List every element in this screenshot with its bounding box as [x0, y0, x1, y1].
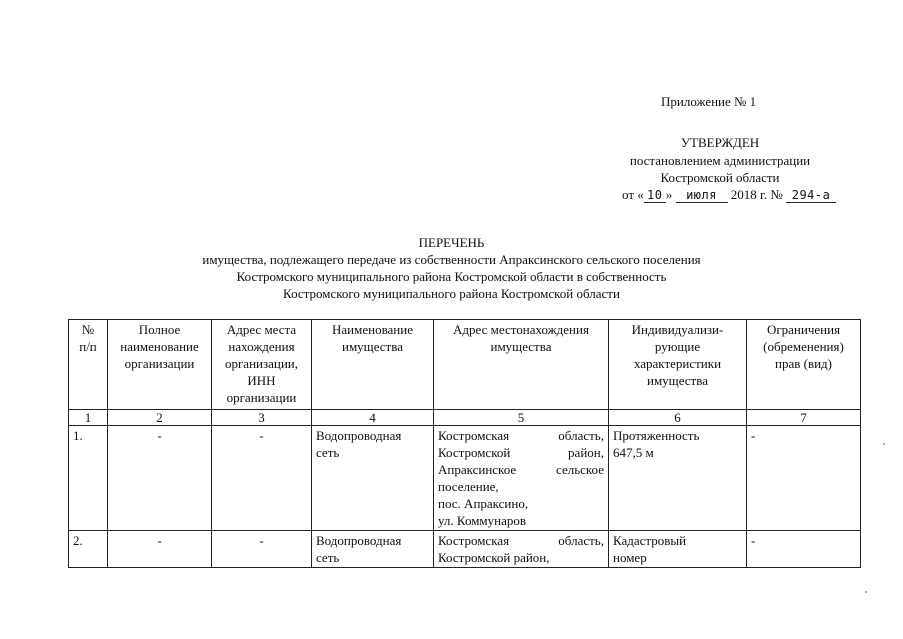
column-number: 5: [434, 410, 609, 426]
list-title-line-3: Костромского муниципального района Костромской области: [283, 286, 620, 301]
approval-month: июля: [676, 189, 728, 203]
header-characteristics: Индивидуализи- рующие характеристики имущества: [609, 320, 747, 410]
row-number: 1.: [69, 426, 108, 531]
column-number: 6: [609, 410, 747, 426]
header-org-name: Полное наименование организации: [108, 320, 212, 410]
row-characteristics: Кадастровый номер: [609, 531, 747, 568]
scan-speck: [883, 443, 885, 445]
approval-year: 2018 г. №: [730, 187, 783, 202]
table-row: [69, 426, 861, 531]
column-number: 7: [747, 410, 861, 426]
approval-number: 294-а: [786, 189, 836, 203]
header-org-address: Адрес места нахождения организации, ИНН организации: [212, 320, 312, 410]
header-property-name: Наименование имущества: [312, 320, 434, 410]
approval-line-1: постановлением администрации: [629, 153, 811, 168]
column-number-row: [69, 410, 861, 426]
row-property-name: Водопроводная сеть: [312, 531, 434, 568]
row-org-name: -: [108, 426, 212, 531]
column-number: 4: [312, 410, 434, 426]
row-org-address: -: [212, 531, 312, 568]
approval-date-line: [622, 187, 836, 203]
date-prefix: от «: [622, 187, 644, 202]
list-title-line-1: имущества, подлежащего передаче из собственности Апраксинского сельского поселения: [202, 252, 701, 267]
approval-day: 10: [644, 189, 666, 203]
row-org-name: -: [108, 531, 212, 568]
header-number: № п/п: [69, 320, 108, 410]
column-number: 2: [108, 410, 212, 426]
row-property-name: Водопроводная сеть: [312, 426, 434, 531]
row-property-address: Костромская область, Костромской район,: [434, 531, 609, 568]
table-header-row: [69, 320, 861, 410]
property-table: [68, 319, 861, 568]
row-property-address: Костромская область, Костромской район, Апраксинское сельское поселение, пос. Апраксино, ул. Коммунаров: [434, 426, 609, 531]
table-row: [69, 531, 861, 568]
annex-title: Приложение № 1: [661, 94, 757, 109]
header-restrictions: Ограничения (обременения) прав (вид): [747, 320, 861, 410]
row-number: 2.: [69, 531, 108, 568]
scan-speck: [865, 591, 867, 593]
approval-line-2: Костромской области: [660, 170, 780, 185]
header-property-address: Адрес местонахождения имущества: [434, 320, 609, 410]
row-characteristics: Протяженность 647,5 м: [609, 426, 747, 531]
row-restrictions: -: [747, 426, 861, 531]
column-number: 1: [69, 410, 108, 426]
column-number: 3: [212, 410, 312, 426]
approval-heading: УТВЕРЖДЕН: [680, 135, 760, 150]
list-title-line-2: Костромского муниципального района Костромской области в собственность: [236, 269, 667, 284]
row-restrictions: -: [747, 531, 861, 568]
date-close: »: [665, 187, 673, 202]
list-heading: ПЕРЕЧЕНЬ: [418, 235, 485, 250]
row-org-address: -: [212, 426, 312, 531]
